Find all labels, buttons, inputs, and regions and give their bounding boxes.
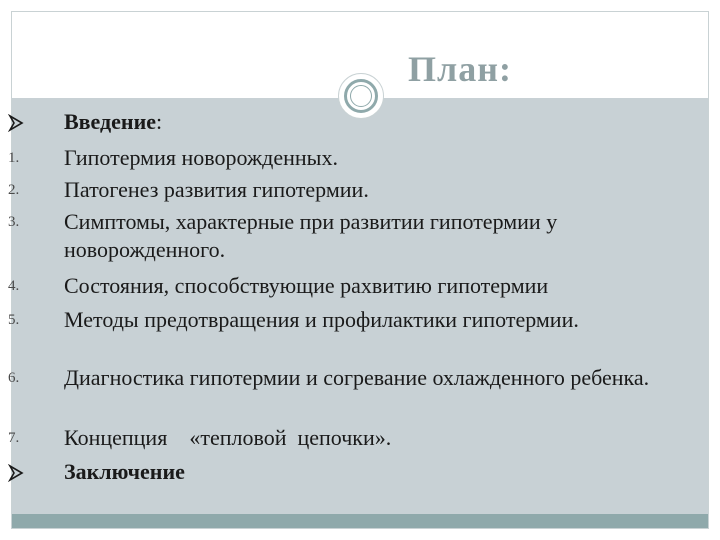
list-item [0, 272, 720, 306]
list-item [0, 208, 720, 272]
slide-title: План: [408, 49, 512, 89]
list-item-number: 1. [8, 150, 20, 166]
list-item-label: Гипотермия новорожденных. [64, 145, 338, 170]
list-item-suffix: : [156, 109, 163, 134]
list-item-label: Введение [64, 109, 157, 134]
list-item [0, 424, 720, 458]
list-item [0, 108, 720, 144]
list-item-number: 6. [8, 370, 20, 386]
list-item-label: Состояния, способствующие рахвитию гипотермии [64, 273, 549, 298]
list-item-label: Концепция «тепловой цепочки». [64, 425, 392, 450]
list-item [0, 306, 720, 364]
list-item-label: Диагностика гипотермии и согревание охлажденного ребенка. [64, 365, 650, 390]
list-item-number: 3. [8, 214, 20, 230]
plan-list [0, 108, 720, 490]
list-item-number: 7. [8, 430, 20, 446]
bottom-accent-bar [12, 514, 708, 528]
list-item [0, 176, 720, 208]
list-item [0, 144, 720, 176]
list-item-label: Симптомы, характерные при развитии гипотермии у новорожденного. [64, 209, 558, 262]
list-item-number: 4. [8, 278, 20, 294]
arrow-bullet-icon [8, 464, 24, 482]
list-item [0, 364, 720, 424]
list-item-label: Патогенез развития гипотермии. [64, 177, 369, 202]
list-item [0, 458, 720, 490]
arrow-bullet-icon [8, 114, 24, 132]
list-item-label: Заключение [64, 459, 185, 484]
list-item-number: 5. [8, 312, 20, 328]
list-item-number: 2. [8, 182, 20, 198]
list-item-label: Методы предотвращения и профилактики гипотермии. [64, 307, 579, 332]
